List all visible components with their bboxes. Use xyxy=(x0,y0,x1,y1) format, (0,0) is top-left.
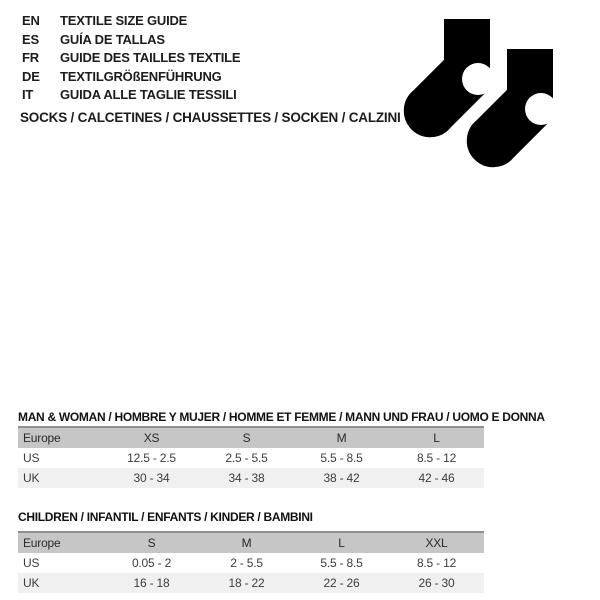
header-cell-region: Europe xyxy=(23,431,61,445)
size-cell: 16 - 18 xyxy=(133,576,170,590)
header-cell-size: XS xyxy=(143,431,160,445)
language-code: EN xyxy=(22,13,40,28)
header-cell-size: L xyxy=(433,431,440,445)
size-table-children xyxy=(18,531,484,593)
table-row-us xyxy=(18,448,484,468)
header-cell-size: XXL xyxy=(425,536,448,550)
category-line: SOCKS / CALCETINES / CHAUSSETTES / SOCKEN / CALZINI xyxy=(20,110,401,125)
language-label: GUIDE DES TAILLES TEXTILE xyxy=(60,50,241,65)
size-cell: 26 - 30 xyxy=(418,576,455,590)
table-title-man-woman: MAN & WOMAN / HOMBRE Y MUJER / HOMME ET FEMME / MANN UND FRAU / UOMO E DONNA xyxy=(18,410,545,424)
size-cell: 22 - 26 xyxy=(323,576,360,590)
row-label: US xyxy=(23,556,40,570)
size-cell: 30 - 34 xyxy=(133,471,170,485)
size-cell: 12.5 - 2.5 xyxy=(127,451,176,465)
size-cell: 38 - 42 xyxy=(323,471,360,485)
header-cell-region: Europe xyxy=(23,536,61,550)
row-label: US xyxy=(23,451,40,465)
size-cell: 18 - 22 xyxy=(228,576,265,590)
header-cell-size: M xyxy=(241,536,252,550)
header-cell-size: L xyxy=(338,536,345,550)
socks-icon-svg xyxy=(402,17,558,169)
language-label: GUÍA DE TALLAS xyxy=(60,31,165,47)
language-row-fr xyxy=(22,49,240,68)
header-cell-size: S xyxy=(147,536,156,550)
table-header-row xyxy=(18,428,484,448)
size-cell: 0.05 - 2 xyxy=(131,556,172,570)
language-row-it xyxy=(22,86,240,105)
language-code: DE xyxy=(22,68,40,84)
table-title-children: CHILDREN / INFANTIL / ENFANTS / KINDER / BAMBINI xyxy=(18,510,313,524)
language-row-es xyxy=(22,31,240,50)
language-code: FR xyxy=(22,50,39,65)
language-row-de xyxy=(22,68,240,87)
language-label: TEXTILGRÖßENFÜHRUNG xyxy=(60,68,222,84)
table-header-row xyxy=(18,533,484,553)
table-row-uk xyxy=(18,573,484,593)
language-row-en xyxy=(22,12,240,31)
size-cell: 8.5 - 12 xyxy=(416,451,457,465)
header-cell-size: M xyxy=(336,431,347,445)
language-label: GUIDA ALLE TAGLIE TESSILI xyxy=(60,87,237,102)
size-cell: 2.5 - 5.5 xyxy=(225,451,268,465)
size-cell: 5.5 - 8.5 xyxy=(320,556,363,570)
header-cell-size: S xyxy=(242,431,251,445)
row-label: UK xyxy=(23,471,40,485)
table-row-uk xyxy=(18,468,484,488)
language-code: IT xyxy=(22,87,34,102)
size-cell: 2 - 5.5 xyxy=(230,556,263,570)
language-code: ES xyxy=(22,31,39,47)
size-cell: 8.5 - 12 xyxy=(416,556,457,570)
table-row-us xyxy=(18,553,484,573)
size-table-man-woman xyxy=(18,426,484,488)
socks-icon xyxy=(402,17,558,169)
size-cell: 5.5 - 8.5 xyxy=(320,451,363,465)
size-cell: 42 - 46 xyxy=(418,471,455,485)
size-cell: 34 - 38 xyxy=(228,471,265,485)
language-list xyxy=(22,12,240,105)
row-label: UK xyxy=(23,576,40,590)
language-label: TEXTILE SIZE GUIDE xyxy=(60,13,188,28)
